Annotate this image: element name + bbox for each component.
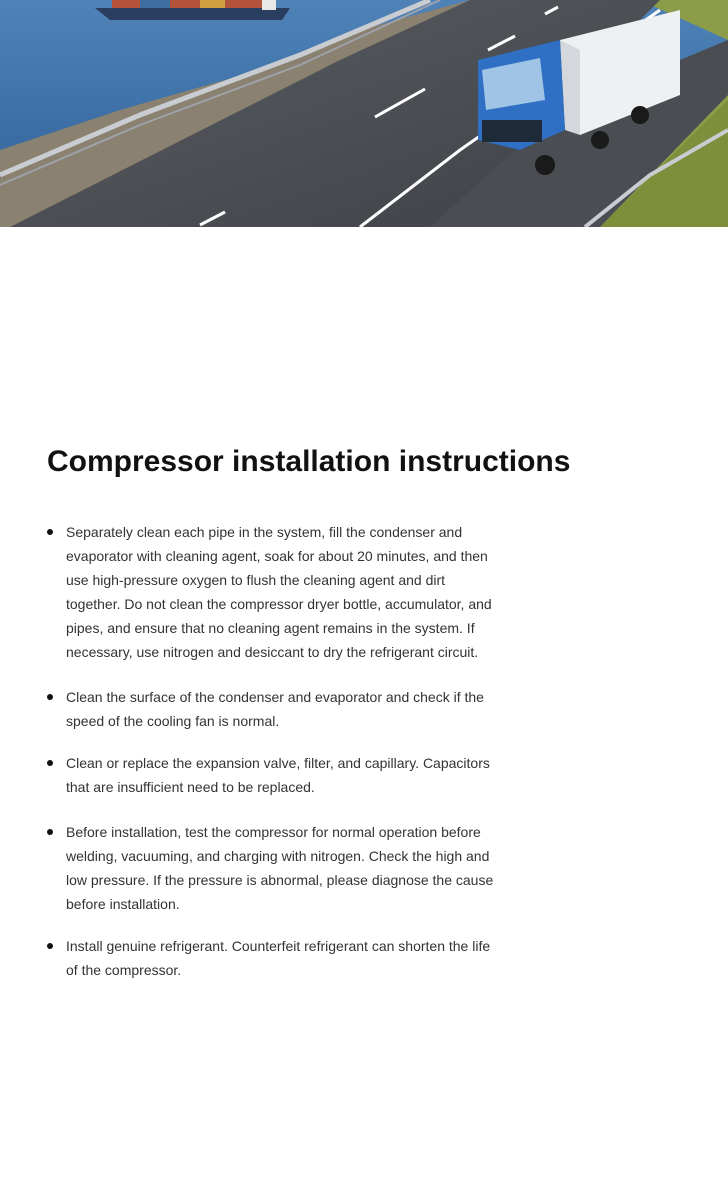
- list-item: [47, 520, 497, 664]
- bullet-icon: [47, 694, 53, 700]
- instruction-text: Separately clean each pipe in the system, fill the condenser and evaporator with cleaning agent, soak for about 20 minutes, and then use high-pressure oxygen to flush the cleaning agent and dirt together. Do not clean the compressor dryer bottle, accumulator, and pipes, and ensure that no cleaning agent remains in the system. If necessary, use nitrogen and desiccant to dry the refrigerant circuit.: [66, 524, 492, 660]
- bullet-icon: [47, 529, 53, 535]
- instruction-text: Install genuine refrigerant. Counterfeit refrigerant can shorten the life of the compressor.: [66, 938, 491, 978]
- list-item: [47, 820, 497, 916]
- instruction-text: Before installation, test the compressor for normal operation before welding, vacuuming, and charging with nitrogen. Check the high and low pressure. If the pressure is abnormal, please diagnose the cause before installation.: [66, 824, 494, 912]
- bullet-icon: [47, 943, 53, 949]
- cargo-ship-icon: [95, 0, 290, 20]
- hero-image: [0, 0, 728, 227]
- bullet-icon: [47, 760, 53, 766]
- instruction-text: Clean the surface of the condenser and evaporator and check if the speed of the cooling fan is normal.: [66, 689, 484, 729]
- instruction-text: Clean or replace the expansion valve, filter, and capillary. Capacitors that are insufficient need to be replaced.: [66, 755, 490, 795]
- page-title: Compressor installation instructions: [47, 445, 571, 478]
- bullet-icon: [47, 829, 53, 835]
- truck-highway-illustration: [0, 0, 728, 227]
- instruction-list: [47, 520, 497, 982]
- list-item: [47, 751, 497, 799]
- list-item: [47, 685, 497, 733]
- list-item: [47, 934, 497, 982]
